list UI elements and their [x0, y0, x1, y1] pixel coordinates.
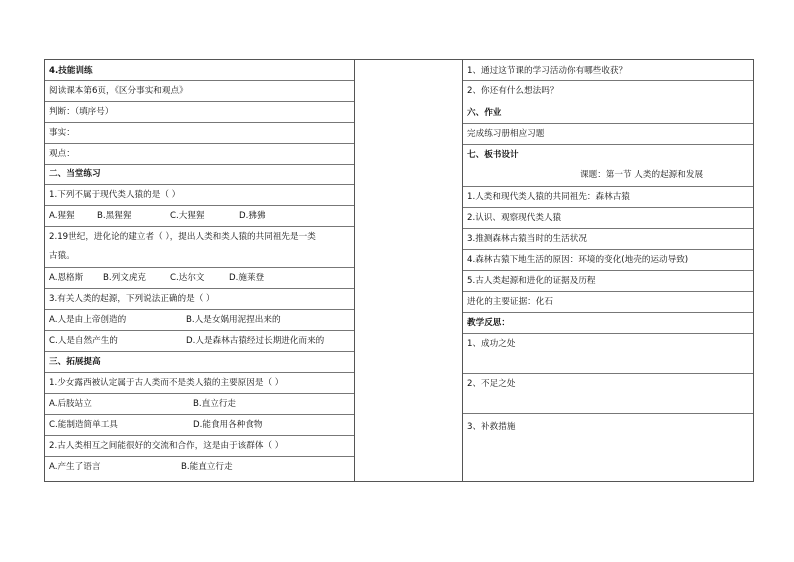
option-c: C.大猩猩	[170, 211, 205, 221]
section-class-practice: 二、当堂练习	[45, 165, 354, 185]
option-d: D.人是森林古猿经过长期进化而来的	[186, 336, 325, 346]
board-point-3: 3.推测森林古猿当时的生活状况	[463, 229, 753, 250]
question-3-options-cd	[45, 331, 354, 352]
reflection-question-1: 1、通过这节课的学习活动你有哪些收获？	[463, 60, 753, 81]
option-b: B.能直立行走	[181, 462, 233, 472]
option-d: D.狒狒	[239, 211, 266, 221]
section-homework: 六、作业	[463, 102, 753, 124]
board-point-1: 1.人类和现代类人猿的共同祖先：森林古猿	[463, 187, 753, 208]
reflection-question-2: 2、你还有什么想法吗？	[467, 86, 559, 96]
lesson-plan-table	[44, 59, 754, 482]
middle-column	[354, 60, 463, 481]
question-3: 3.有关人类的起源，下列说法正确的是（ ）	[45, 289, 354, 310]
option-b: B.黑猩猩	[97, 211, 132, 221]
homework-text: 完成练习册相应习题	[463, 124, 753, 145]
option-a: A.猩猩	[49, 211, 75, 221]
section-board-design: 七、板书设计	[467, 150, 519, 160]
board-point-2: 2.认识、观察现代类人猿	[463, 208, 753, 229]
option-c: C.人是自然产生的	[49, 336, 118, 346]
option-a: A.产生了语言	[49, 462, 101, 472]
extension-question-1: 1.少女露西被认定属于古人类而不是类人猿的主要原因是（ ）	[45, 373, 354, 394]
board-point-5: 5.古人类起源和进化的证据及历程	[463, 271, 753, 292]
option-d: D.能食用各种食物	[193, 420, 263, 430]
facts-label: 事实：	[45, 123, 354, 144]
judge-prompt: 判断：（填序号）	[45, 102, 354, 123]
question-3-options-ab	[45, 310, 354, 331]
board-point-4: 4.森林古猿下地生活的原因：环境的变化(地壳的运动导致)	[463, 250, 753, 271]
board-topic: 课题：第一节 人类的起源和发展	[463, 166, 753, 187]
question-1-options	[45, 206, 354, 227]
extension-question-2-options	[45, 457, 354, 481]
reading-instruction: 阅读课本第6页，《区分事实和观点》	[45, 81, 354, 102]
extension-question-1-options-cd	[45, 415, 354, 436]
left-column	[45, 60, 355, 481]
question-1: 1.下列不属于现代类人猿的是（ ）	[45, 185, 354, 206]
board-evidence: 进化的主要证据：化石	[463, 292, 753, 313]
reflection-shortcomings: 2、不足之处	[463, 374, 753, 414]
option-c: C.能制造简单工具	[49, 420, 118, 430]
option-a: A.后肢站立	[49, 399, 92, 409]
option-d: D.施莱登	[229, 273, 265, 283]
option-c: C.达尔文	[170, 273, 205, 283]
section-teaching-reflection: 教学反思：	[463, 313, 753, 334]
section-extension: 三、拓展提高	[45, 352, 354, 373]
question-2-options	[45, 268, 354, 289]
option-b: B.直立行走	[193, 399, 237, 409]
reflection-remedies: 3、补救措施	[467, 422, 516, 432]
section-skill-training: 4.技能训练	[45, 60, 354, 81]
option-a: A.人是由上帝创造的	[49, 315, 127, 325]
right-column	[463, 60, 753, 481]
option-a: A.恩格斯	[49, 273, 84, 283]
extension-question-2: 2.古人类相互之间能很好的交流和合作，这是由于该群体（ ）	[45, 436, 354, 457]
option-b: B.列文虎克	[103, 273, 147, 283]
extension-question-1-options-ab	[45, 394, 354, 415]
reflection-successes: 1、成功之处	[463, 334, 753, 374]
option-b: B.人是女娲用泥捏出来的	[186, 315, 281, 325]
question-2-continued: 古猿。	[45, 248, 354, 268]
question-2: 2.19世纪，进化论的建立者（ ），提出人类和类人猿的共同祖先是一类	[49, 232, 316, 242]
opinions-label: 观点：	[45, 144, 354, 165]
